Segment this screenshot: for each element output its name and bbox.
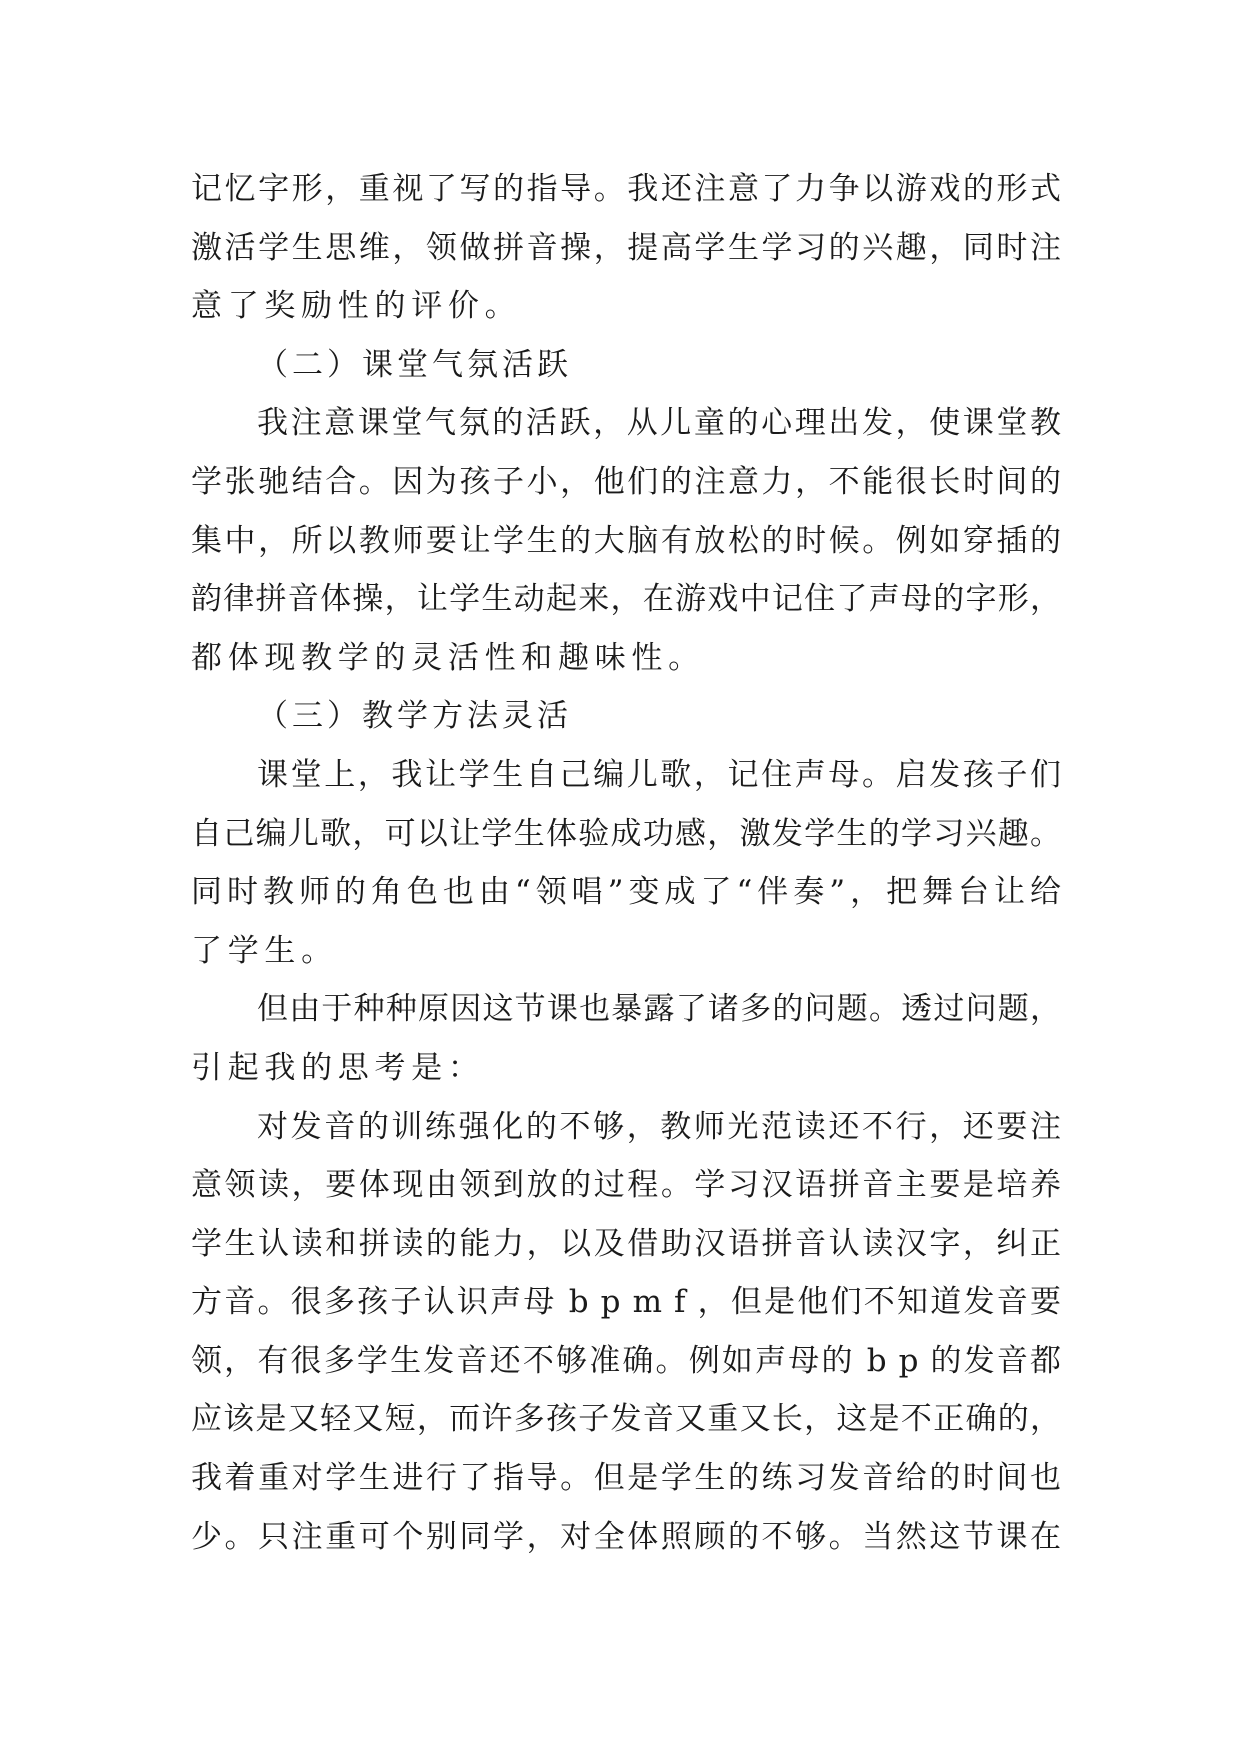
paragraph-first-line: 我注意课堂气氛的活跃，从儿童的心理出发，使课堂教 [257,405,1061,442]
paragraph-first-line: 但由于种种原因这节课也暴露了诸多的问题。透过问题， [257,991,1061,1028]
section-heading: （二）课堂气氛活跃 [257,346,572,383]
text-line: 自己编儿歌，可以让学生体验成功感，激发学生的学习兴趣。 [191,815,1061,852]
text-line: 领，有很多学生发音还不够准确。例如声母的 b p 的发音都 [191,1342,1061,1379]
text-line: 学张驰结合。因为孩子小，他们的注意力，不能很长时间的 [191,463,1061,500]
document-page [191,160,1061,1566]
section-heading: （三）教学方法灵活 [257,698,572,735]
text-line: 意了奖励性的评价。 [191,288,522,325]
text-line: 记忆字形，重视了写的指导。我还注意了力争以游戏的形式 [191,171,1061,207]
text-line: 激活学生思维，领做拼音操，提高学生学习的兴趣，同时注 [191,229,1061,266]
text-line: 集中，所以教师要让学生的大脑有放松的时候。例如穿插的 [191,522,1061,559]
text-line: 学生认读和拼读的能力，以及借助汉语拼音认读汉字，纠正 [191,1225,1061,1262]
text-line: 了学生。 [191,932,338,969]
text-line: 少。只注重可个别同学，对全体照顾的不够。当然这节课在 [191,1518,1061,1555]
paragraph-first-line: 课堂上，我让学生自己编儿歌，记住声母。启发孩子们 [257,756,1061,793]
text-line: 引起我的思考是： [191,1049,485,1086]
paragraph-first-line: 对发音的训练强化的不够，教师光范读还不行，还要注 [257,1108,1061,1145]
text-line: 都体现教学的灵活性和趣味性。 [191,639,705,676]
text-line: 同时教师的角色也由“领唱”变成了“伴奏”，把舞台让给 [191,874,1061,911]
text-line: 意领读，要体现由领到放的过程。学习汉语拼音主要是培养 [191,1167,1061,1204]
text-line: 我着重对学生进行了指导。但是学生的练习发音给的时间也 [191,1460,1061,1497]
text-line: 方音。很多孩子认识声母 b p m f ，但是他们不知道发音要 [191,1284,1061,1321]
text-line: 应该是又轻又短，而许多孩子发音又重又长，这是不正确的， [191,1401,1061,1438]
text-line: 韵律拼音体操，让学生动起来，在游戏中记住了声母的字形， [191,581,1061,618]
